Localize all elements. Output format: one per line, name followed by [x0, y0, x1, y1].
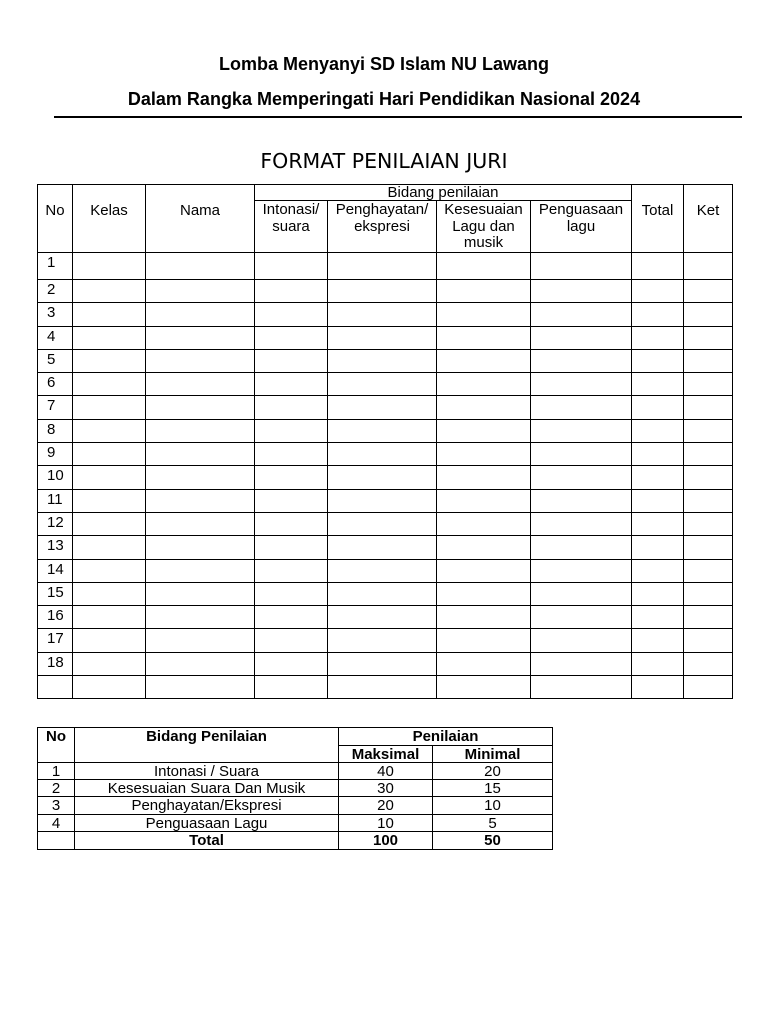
penghayatan-cell	[328, 443, 437, 466]
penghayatan-cell	[328, 466, 437, 489]
total-cell	[632, 466, 684, 489]
kesesuaian-cell	[437, 466, 531, 489]
total-min-score: 50	[433, 832, 553, 850]
ket-cell	[684, 676, 733, 699]
criteria-header-no: No	[38, 728, 75, 763]
nama-cell	[146, 349, 255, 372]
penghayatan-cell	[328, 536, 437, 559]
nama-cell	[146, 443, 255, 466]
ket-cell	[684, 373, 733, 396]
row-number: 17	[38, 629, 73, 652]
criteria-header-bidang: Bidang Penilaian	[75, 728, 339, 763]
penguasaan-cell	[531, 629, 632, 652]
row-number: 9	[38, 443, 73, 466]
kelas-cell	[73, 489, 146, 512]
penguasaan-cell	[531, 326, 632, 349]
criteria-header-row	[38, 728, 553, 746]
kesesuaian-cell	[437, 676, 531, 699]
ket-cell	[684, 280, 733, 303]
penguasaan-cell	[531, 349, 632, 372]
table-row	[38, 419, 733, 442]
table-row	[38, 512, 733, 535]
criteria-no: 1	[38, 763, 75, 780]
penguasaan-cell	[531, 396, 632, 419]
form-title: FORMAT PENILAIAN JURI	[260, 149, 508, 173]
max-score: 10	[339, 815, 433, 832]
kesesuaian-cell	[437, 349, 531, 372]
penghayatan-cell	[328, 303, 437, 326]
nama-cell	[146, 303, 255, 326]
row-number: 10	[38, 466, 73, 489]
min-score: 15	[433, 780, 553, 797]
min-score: 10	[433, 797, 553, 815]
intonasi-cell	[255, 606, 328, 629]
penguasaan-cell	[531, 419, 632, 442]
ket-cell	[684, 466, 733, 489]
penghayatan-cell	[328, 559, 437, 582]
kesesuaian-cell	[437, 536, 531, 559]
ket-cell	[684, 606, 733, 629]
row-number: 1	[38, 253, 73, 280]
table-row	[38, 280, 733, 303]
penguasaan-cell	[531, 489, 632, 512]
ket-cell	[684, 489, 733, 512]
intonasi-cell	[255, 303, 328, 326]
criteria-no: 2	[38, 780, 75, 797]
ket-cell	[684, 629, 733, 652]
intonasi-cell	[255, 349, 328, 372]
total-cell	[632, 489, 684, 512]
kesesuaian-cell	[437, 253, 531, 280]
row-number: 7	[38, 396, 73, 419]
kelas-cell	[73, 606, 146, 629]
header-intonasi: Intonasi/ suara	[255, 201, 328, 253]
penguasaan-cell	[531, 466, 632, 489]
intonasi-cell	[255, 419, 328, 442]
table-row	[38, 652, 733, 675]
intonasi-cell	[255, 253, 328, 280]
table-row	[38, 253, 733, 280]
header-nama: Nama	[146, 185, 255, 253]
criteria-name: Kesesuaian Suara Dan Musik	[75, 780, 339, 797]
nama-cell	[146, 629, 255, 652]
header-divider	[54, 116, 742, 118]
ket-cell	[684, 559, 733, 582]
kelas-cell	[73, 512, 146, 535]
ket-cell	[684, 253, 733, 280]
ket-cell	[684, 419, 733, 442]
intonasi-cell	[255, 512, 328, 535]
criteria-header-minimal: Minimal	[433, 746, 553, 763]
kelas-cell	[73, 676, 146, 699]
criteria-table	[37, 727, 553, 850]
table-row	[38, 443, 733, 466]
table-row	[38, 489, 733, 512]
header-no: No	[38, 185, 73, 253]
ket-cell	[684, 303, 733, 326]
nama-cell	[146, 489, 255, 512]
row-number: 14	[38, 559, 73, 582]
penghayatan-cell	[328, 489, 437, 512]
ket-cell	[684, 652, 733, 675]
criteria-row	[38, 815, 553, 832]
kelas-cell	[73, 443, 146, 466]
kelas-cell	[73, 373, 146, 396]
kelas-cell	[73, 629, 146, 652]
row-number: 5	[38, 349, 73, 372]
row-number: 2	[38, 280, 73, 303]
total-cell	[632, 582, 684, 605]
penguasaan-cell	[531, 373, 632, 396]
penghayatan-cell	[328, 326, 437, 349]
kelas-cell	[73, 419, 146, 442]
kesesuaian-cell	[437, 582, 531, 605]
row-number: 8	[38, 419, 73, 442]
row-number: 6	[38, 373, 73, 396]
table-row	[38, 582, 733, 605]
max-score: 20	[339, 797, 433, 815]
kesesuaian-cell	[437, 396, 531, 419]
row-number: 3	[38, 303, 73, 326]
intonasi-cell	[255, 489, 328, 512]
intonasi-cell	[255, 582, 328, 605]
nama-cell	[146, 419, 255, 442]
total-cell	[632, 443, 684, 466]
criteria-no: 4	[38, 815, 75, 832]
ket-cell	[684, 512, 733, 535]
kesesuaian-cell	[437, 559, 531, 582]
header-penguasaan: Penguasaan lagu	[531, 201, 632, 253]
kesesuaian-cell	[437, 489, 531, 512]
kelas-cell	[73, 559, 146, 582]
nama-cell	[146, 326, 255, 349]
ket-cell	[684, 443, 733, 466]
penghayatan-cell	[328, 629, 437, 652]
header-kesesuaian: Kesesuaian Lagu dan musik	[437, 201, 531, 253]
max-score: 40	[339, 763, 433, 780]
total-cell	[632, 396, 684, 419]
table-row	[38, 466, 733, 489]
total-cell	[632, 652, 684, 675]
table-row	[38, 326, 733, 349]
total-cell	[632, 606, 684, 629]
kesesuaian-cell	[437, 303, 531, 326]
total-cell	[632, 349, 684, 372]
kesesuaian-cell	[437, 629, 531, 652]
table-row	[38, 373, 733, 396]
kesesuaian-cell	[437, 280, 531, 303]
total-label: Total	[75, 832, 339, 850]
kelas-cell	[73, 326, 146, 349]
intonasi-cell	[255, 652, 328, 675]
criteria-header-maksimal: Maksimal	[339, 746, 433, 763]
table-row	[38, 536, 733, 559]
penghayatan-cell	[328, 652, 437, 675]
total-cell	[632, 419, 684, 442]
header-total: Total	[632, 185, 684, 253]
nama-cell	[146, 582, 255, 605]
intonasi-cell	[255, 280, 328, 303]
total-cell	[632, 326, 684, 349]
ket-cell	[684, 396, 733, 419]
kesesuaian-cell	[437, 606, 531, 629]
table-row	[38, 606, 733, 629]
min-score: 20	[433, 763, 553, 780]
criteria-name: Penghayatan/Ekspresi	[75, 797, 339, 815]
penghayatan-cell	[328, 419, 437, 442]
kelas-cell	[73, 652, 146, 675]
header-ket: Ket	[684, 185, 733, 253]
row-number: 12	[38, 512, 73, 535]
penguasaan-cell	[531, 443, 632, 466]
row-number: 4	[38, 326, 73, 349]
header-penghayatan: Penghayatan/ ekspresi	[328, 201, 437, 253]
nama-cell	[146, 512, 255, 535]
row-number	[38, 676, 73, 699]
intonasi-cell	[255, 396, 328, 419]
penguasaan-cell	[531, 512, 632, 535]
total-cell	[632, 280, 684, 303]
kesesuaian-cell	[437, 443, 531, 466]
kelas-cell	[73, 349, 146, 372]
kelas-cell	[73, 396, 146, 419]
penghayatan-cell	[328, 512, 437, 535]
kesesuaian-cell	[437, 652, 531, 675]
criteria-total-row	[38, 832, 553, 850]
penghayatan-cell	[328, 349, 437, 372]
document-subtitle: Dalam Rangka Memperingati Hari Pendidikan Nasional 2024	[127, 89, 641, 109]
intonasi-cell	[255, 629, 328, 652]
table-row	[38, 559, 733, 582]
nama-cell	[146, 559, 255, 582]
ket-cell	[684, 536, 733, 559]
nama-cell	[146, 652, 255, 675]
total-cell	[632, 676, 684, 699]
intonasi-cell	[255, 443, 328, 466]
criteria-header-penilaian: Penilaian	[339, 728, 553, 746]
criteria-name: Penguasaan Lagu	[75, 815, 339, 832]
penguasaan-cell	[531, 303, 632, 326]
kelas-cell	[73, 536, 146, 559]
intonasi-cell	[255, 536, 328, 559]
nama-cell	[146, 536, 255, 559]
min-score: 5	[433, 815, 553, 832]
table-row	[38, 349, 733, 372]
penguasaan-cell	[531, 559, 632, 582]
nama-cell	[146, 676, 255, 699]
header-row	[38, 185, 733, 201]
penguasaan-cell	[531, 253, 632, 280]
penguasaan-cell	[531, 536, 632, 559]
penguasaan-cell	[531, 676, 632, 699]
header-bidang-penilaian: Bidang penilaian	[255, 185, 632, 201]
nama-cell	[146, 253, 255, 280]
row-number: 13	[38, 536, 73, 559]
penguasaan-cell	[531, 652, 632, 675]
criteria-row	[38, 797, 553, 815]
table-row	[38, 629, 733, 652]
total-cell	[632, 629, 684, 652]
penghayatan-cell	[328, 280, 437, 303]
kelas-cell	[73, 466, 146, 489]
max-score: 30	[339, 780, 433, 797]
total-cell	[632, 253, 684, 280]
nama-cell	[146, 606, 255, 629]
table-row	[38, 303, 733, 326]
kesesuaian-cell	[437, 512, 531, 535]
penguasaan-cell	[531, 280, 632, 303]
penghayatan-cell	[328, 606, 437, 629]
criteria-row	[38, 780, 553, 797]
penguasaan-cell	[531, 582, 632, 605]
total-cell	[632, 559, 684, 582]
row-number: 11	[38, 489, 73, 512]
intonasi-cell	[255, 559, 328, 582]
scoring-table	[37, 184, 733, 699]
intonasi-cell	[255, 676, 328, 699]
ket-cell	[684, 326, 733, 349]
total-max-score: 100	[339, 832, 433, 850]
nama-cell	[146, 466, 255, 489]
total-cell	[632, 512, 684, 535]
nama-cell	[146, 373, 255, 396]
total-cell	[632, 303, 684, 326]
kelas-cell	[73, 253, 146, 280]
penghayatan-cell	[328, 676, 437, 699]
kesesuaian-cell	[437, 373, 531, 396]
penghayatan-cell	[328, 582, 437, 605]
penghayatan-cell	[328, 396, 437, 419]
kelas-cell	[73, 303, 146, 326]
penghayatan-cell	[328, 373, 437, 396]
criteria-no: 3	[38, 797, 75, 815]
row-number: 15	[38, 582, 73, 605]
ket-cell	[684, 582, 733, 605]
nama-cell	[146, 280, 255, 303]
intonasi-cell	[255, 466, 328, 489]
penghayatan-cell	[328, 253, 437, 280]
row-number: 18	[38, 652, 73, 675]
nama-cell	[146, 396, 255, 419]
total-blank-cell	[38, 832, 75, 850]
kesesuaian-cell	[437, 419, 531, 442]
header-kelas: Kelas	[73, 185, 146, 253]
total-cell	[632, 536, 684, 559]
criteria-name: Intonasi / Suara	[75, 763, 339, 780]
intonasi-cell	[255, 326, 328, 349]
table-row	[38, 396, 733, 419]
kesesuaian-cell	[437, 326, 531, 349]
table-row-empty	[38, 676, 733, 699]
total-cell	[632, 373, 684, 396]
document-title: Lomba Menyanyi SD Islam NU Lawang	[218, 54, 550, 74]
penguasaan-cell	[531, 606, 632, 629]
criteria-row	[38, 763, 553, 780]
row-number: 16	[38, 606, 73, 629]
kelas-cell	[73, 582, 146, 605]
ket-cell	[684, 349, 733, 372]
kelas-cell	[73, 280, 146, 303]
intonasi-cell	[255, 373, 328, 396]
